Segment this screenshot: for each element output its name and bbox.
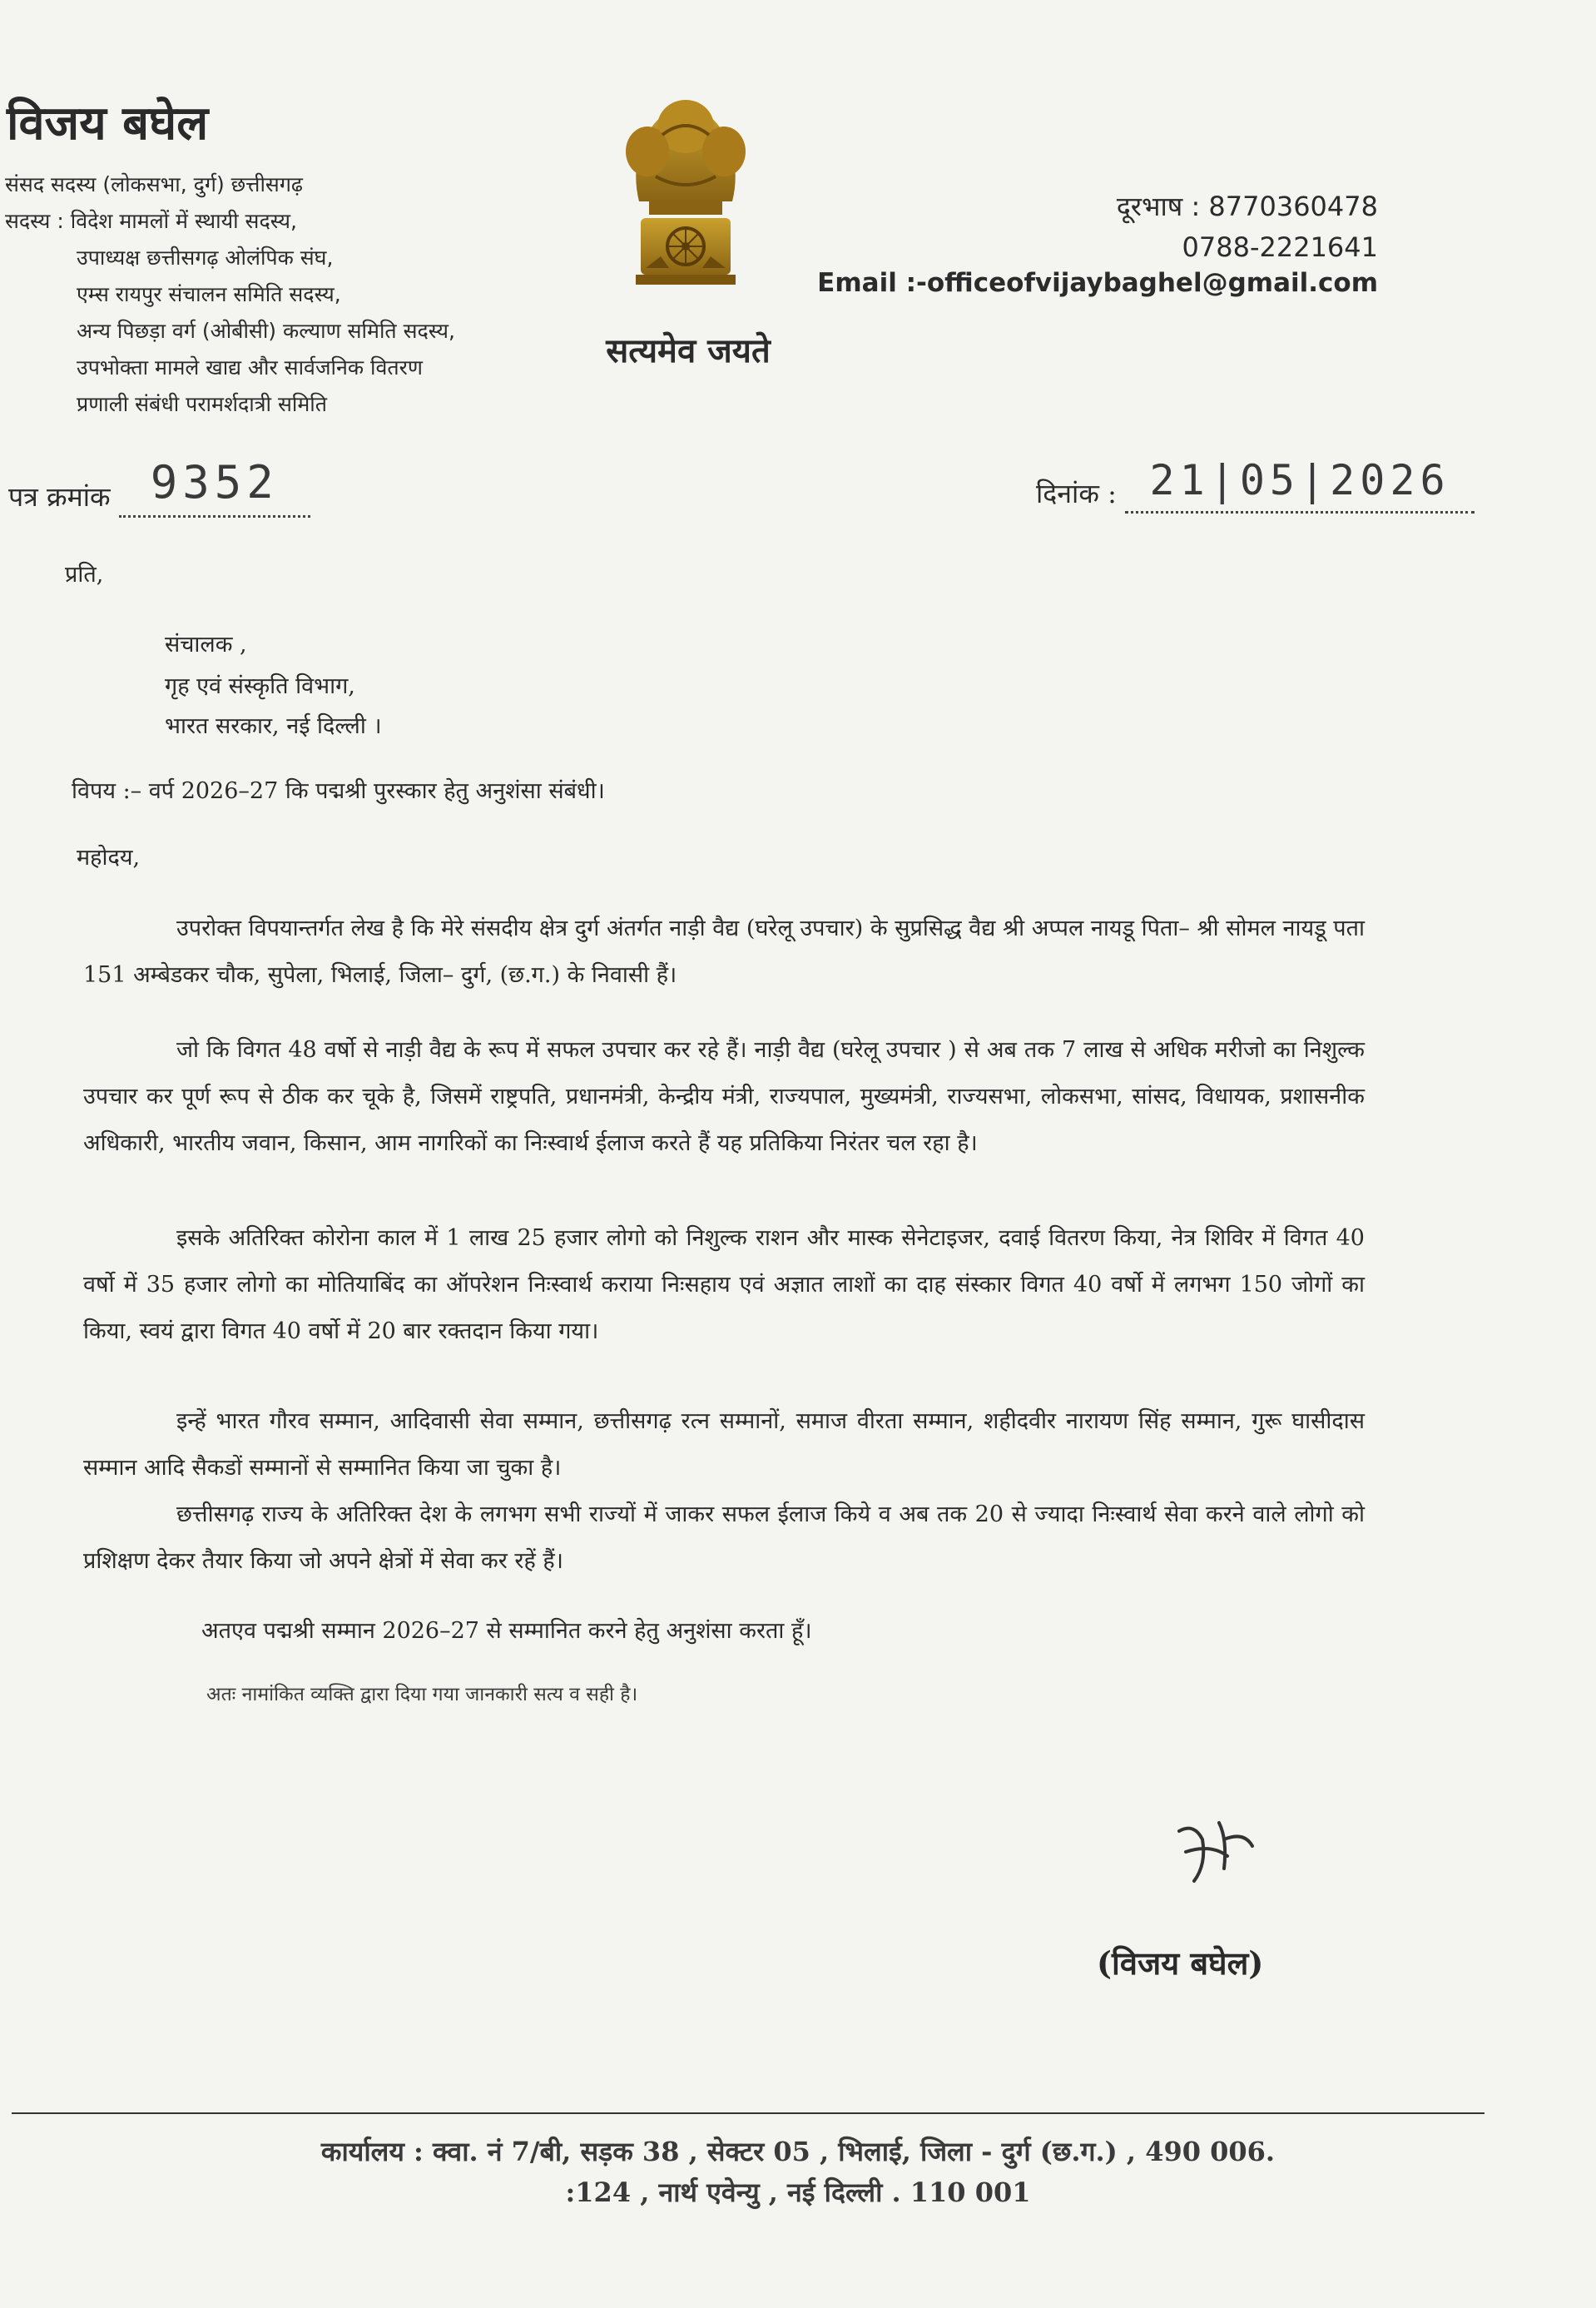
membership-line: अन्य पिछड़ा वर्ग (ओबीसी) कल्याण समिति सदस्य,	[77, 319, 455, 343]
footer-address-2: :124 , नार्थ एवेन्यु , नई दिल्ली . 110 001	[565, 2176, 1031, 2208]
footer-divider	[12, 2112, 1484, 2114]
motto: सत्यमेव जयते	[606, 332, 771, 370]
membership-line: एम्स रायपुर संचालन समिति सदस्य,	[77, 282, 341, 306]
closing-note: अतः नामांकित व्यक्ति द्वारा दिया गया जानकारी सत्य व सही है।	[206, 1684, 638, 1705]
body-paragraph: जो कि विगत 48 वर्षो से नाड़ी वैद्य के रूप में सफल उपचार कर रहे हैं। नाड़ी वैद्य (घरेलू उपचार ) से अब तक 7 लाख से अधिक मरीजो का निशुल्क उपचार कर पूर्ण रूप से ठीक कर चूके है, जिसमें राष्ट्रपति, प्रधानमंत्री, केन्द्रीय मंत्री, राज्यपाल, मुख्यमंत्री, राज्यसभा, लोकसभा, सांसद, विधायक, प्रशासनीक अधिकारी, भारतीय जवान, किसान, आम नागरिकों का निःस्वार्थ ईलाज करते हैं यह प्रतिकिया निरंतर चल रहा है।	[83, 1037, 1365, 1156]
date-value: 21|05|2026	[1149, 456, 1450, 504]
email-address: Email :-officeofvijaybaghel@gmail.com	[817, 268, 1378, 298]
prati: प्रति,	[65, 562, 104, 588]
recipient-line: भारत सरकार, नई दिल्ली ।	[165, 713, 382, 739]
recipient-line: संचालक ,	[165, 632, 247, 658]
date-block	[1036, 456, 1475, 515]
reference-block	[8, 456, 310, 519]
body-paragraph: इन्हें भारत गौरव सम्मान, आदिवासी सेवा सम्मान, छत्तीसगढ़ रत्न सम्मानों, समाज वीरता सम्मान, शहीदवीर नारायण सिंह सम्मान, गुरू घासीदास सम्मान आदि सैकडों सम्मानों से सम्मानित किया जा चुका है।	[83, 1408, 1365, 1481]
body-paragraph: छत्तीसगढ़ राज्य के अतिरिक्त देश के लगभग सभी राज्यों में जाकर सफल ईलाज किये व अब तक 20 से ज्यादा निःस्वार्थ सेवा करने वाले लोगो को प्रशिक्षण देकर तैयार किया जो अपने क्षेत्रों में सेवा कर रहें हैं।	[83, 1501, 1365, 1574]
signatory-name: (विजय बघेल)	[1097, 1944, 1264, 1982]
subject-line: विपय :– वर्प 2026–27 कि पद्मश्री पुरस्कार हेतु अनुशंसा संबंधी।	[72, 778, 605, 804]
body-paragraph: इसके अतिरिक्त कोरोना काल में 1 लाख 25 हजार लोगो को निशुल्क राशन और मास्क सेनेटाइजर, दवाई वितरण किया, नेत्र शिविर में विगत 40 वर्षो में 35 हजार लोगो का मोतियाबिंद का ऑपरेशन निःस्वार्थ कराया निःसहाय एवं अज्ञात लाशों का दाह संस्कार विगत 40 वर्षो में लगभग 150 जोगों का किया, स्वयं द्वारा विगत 40 वर्षो में 20 बार रक्तदान किया गया।	[83, 1225, 1365, 1344]
recipient-line: गृह एवं संस्कृति विभाग,	[165, 673, 355, 699]
salutation: महोदय,	[77, 845, 141, 871]
membership-line: सदस्य : विदेश मामलों में स्थायी सदस्य,	[5, 209, 297, 233]
footer-address-1: कार्यालय : क्वा. नं 7/बी, सड़क 38 , सेक्टर 05 , भिलाई, जिला - दुर्ग (छ.ग.) , 490 006.	[320, 2136, 1276, 2167]
phone-number: दूरभाष : 8770360478	[1116, 191, 1378, 222]
sender-designation: संसद सदस्य (लोकसभा, दुर्ग) छत्तीसगढ़	[5, 172, 303, 196]
membership-line: उपभोक्ता मामले खाद्य और सार्वजनिक वितरण	[77, 355, 423, 380]
national-emblem-icon	[597, 77, 774, 318]
membership-line: उपाध्यक्ष छत्तीसगढ़ ओलंपिक संघ,	[77, 246, 334, 270]
body-paragraph: अतएव पद्मश्री सम्मान 2026–27 से सम्मानित करने हेतु अनुशंसा करता हूँ।	[201, 1618, 812, 1644]
phone-number-2: 0788-2221641	[1182, 231, 1378, 263]
signature-mark	[1169, 1806, 1269, 1898]
reference-label: पत्र क्रमांक	[8, 481, 111, 513]
membership-line: प्रणाली संबंधी परामर्शदात्री समिति	[77, 392, 327, 416]
reference-number: 9352	[150, 456, 279, 509]
sender-name: विजय बघेल	[7, 96, 209, 151]
date-label: दिनांक :	[1036, 478, 1117, 509]
body-paragraph: उपरोक्त विपयान्तर्गत लेख है कि मेरे संसदीय क्षेत्र दुर्ग अंतर्गत नाड़ी वैद्य (घरेलू उपचार) के सुप्रसिद्ध वैद्य श्री अप्पल नायडू पिता– श्री सोमल नायडू पता 151 अम्बेडकर चौक, सुपेला, भिलाई, जिला– दुर्ग, (छ.ग.) के निवासी हैं।	[83, 916, 1365, 988]
